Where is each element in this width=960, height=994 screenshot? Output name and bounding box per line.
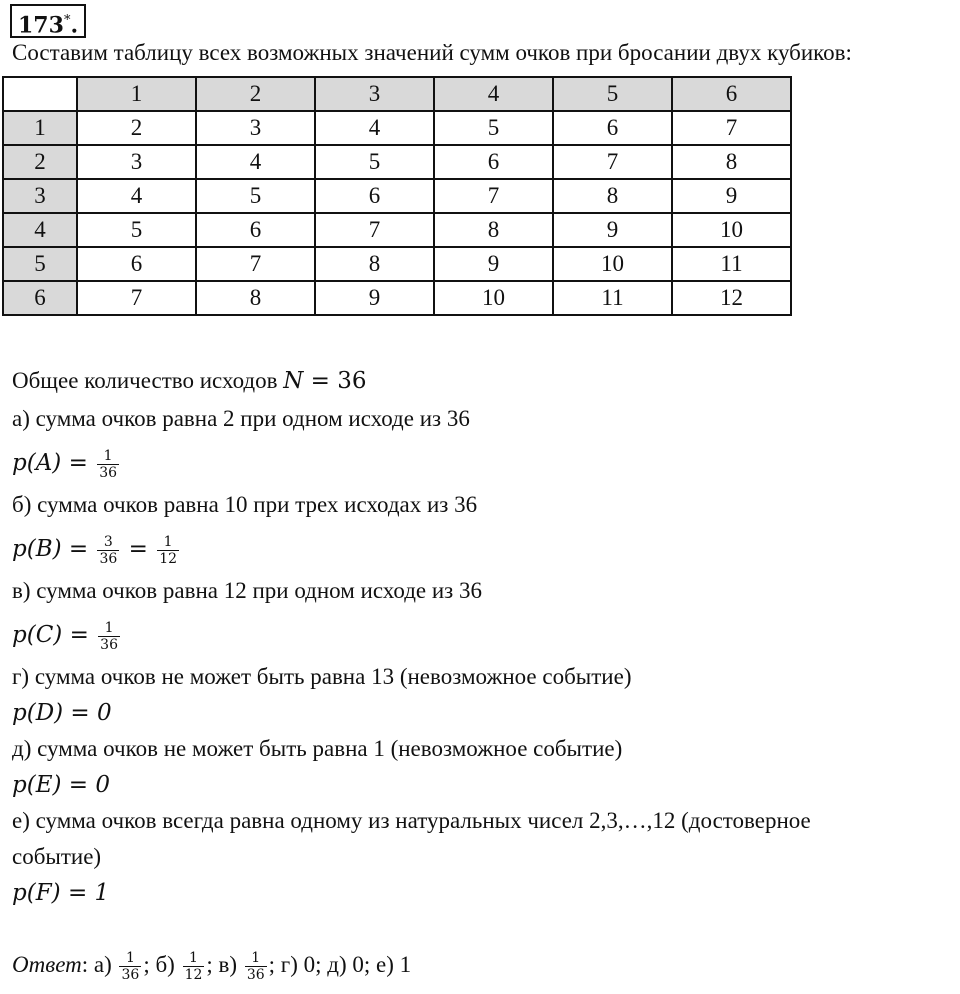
table-cell: 7 bbox=[315, 213, 434, 247]
total-outcomes-text: Общее количество исходов bbox=[12, 368, 284, 393]
part-b-text: б) сумма очков равна 10 при трех исходах из 36 bbox=[12, 492, 478, 517]
total-outcomes-var: N bbox=[283, 368, 304, 394]
table-cell: 5 bbox=[315, 145, 434, 179]
table-row bbox=[3, 247, 791, 281]
table-cell: 4 bbox=[77, 179, 196, 213]
table-cell: 6 bbox=[434, 145, 553, 179]
table-cell: 10 bbox=[434, 281, 553, 315]
table-cell: 7 bbox=[553, 145, 672, 179]
column-header: 3 bbox=[315, 77, 434, 111]
table-cell: 12 bbox=[672, 281, 791, 315]
fraction: $\frac{1}{36}$ bbox=[99, 448, 118, 481]
equals-sign: = bbox=[121, 535, 156, 562]
table-cell: 3 bbox=[77, 145, 196, 179]
table-cell: 10 bbox=[672, 213, 791, 247]
table-cell: 6 bbox=[553, 111, 672, 145]
table-row bbox=[3, 179, 791, 213]
answer-label: Ответ bbox=[12, 951, 82, 977]
table-cell: 4 bbox=[196, 145, 315, 179]
table-cell: 8 bbox=[672, 145, 791, 179]
part-f-text-line2: событие) bbox=[12, 844, 102, 869]
table-cell: 9 bbox=[315, 281, 434, 315]
sums-table bbox=[2, 76, 792, 316]
table-cell: 3 bbox=[196, 111, 315, 145]
table-cell: 2 bbox=[77, 111, 196, 145]
column-header: 1 bbox=[77, 77, 196, 111]
table-cell: 7 bbox=[434, 179, 553, 213]
table-cell: 5 bbox=[434, 111, 553, 145]
fraction: $\frac{1}{12}$ bbox=[184, 950, 203, 983]
column-header: 5 bbox=[553, 77, 672, 111]
table-cell: 9 bbox=[672, 179, 791, 213]
intro-text: Составим таблицу всех возможных значений сумм очков при бросании двух кубиков: bbox=[12, 40, 852, 65]
problem-number: 173*. bbox=[10, 4, 86, 38]
part-c-text: в) сумма очков равна 12 при одном исходе из 36 bbox=[12, 578, 483, 603]
table-cell: 11 bbox=[553, 281, 672, 315]
table-corner-cell bbox=[3, 77, 77, 111]
table-cell: 8 bbox=[196, 281, 315, 315]
part-a-text: а) сумма очков равна 2 при одном исходе из 36 bbox=[12, 406, 470, 431]
fraction: $\frac{1}{36}$ bbox=[246, 950, 265, 983]
column-header: 2 bbox=[196, 77, 315, 111]
table-cell: 10 bbox=[553, 247, 672, 281]
table-cell: 6 bbox=[196, 213, 315, 247]
row-header: 6 bbox=[3, 281, 77, 315]
fraction: $\frac{3}{36}$ bbox=[99, 534, 118, 567]
table-row bbox=[3, 111, 791, 145]
part-b-formula bbox=[12, 534, 181, 567]
row-header: 4 bbox=[3, 213, 77, 247]
answer-line: Ответ: а) $\frac{1}{36}$ ; б) $\frac{1}{12}$ ; в) $\frac{1}{36}$ ; г) 0; д) 0; е) 1 bbox=[12, 950, 412, 983]
fraction: $\frac{1}{36}$ bbox=[100, 620, 118, 653]
part-d-formula: p(D) = 0 bbox=[12, 700, 112, 726]
table-cell: 5 bbox=[196, 179, 315, 213]
table-row bbox=[3, 145, 791, 179]
table-row bbox=[3, 281, 791, 315]
table-cell: 11 bbox=[672, 247, 791, 281]
part-f-text-line1: е) сумма очков всегда равна одному из натуральных чисел 2,3,…,12 (достоверное bbox=[12, 808, 811, 833]
table-cell: 7 bbox=[77, 281, 196, 315]
table-cell: 7 bbox=[672, 111, 791, 145]
part-c-formula bbox=[12, 620, 122, 653]
table-cell: 9 bbox=[434, 247, 553, 281]
part-a-formula bbox=[12, 448, 121, 481]
row-header: 2 bbox=[3, 145, 77, 179]
probability-label: p(B) = bbox=[12, 535, 96, 562]
part-d-text: г) сумма очков не может быть равна 13 (невозможное событие) bbox=[12, 664, 632, 689]
column-header: 4 bbox=[434, 77, 553, 111]
table-header-row bbox=[3, 77, 791, 111]
fraction: $\frac{1}{36}$ bbox=[121, 950, 140, 983]
table-cell: 7 bbox=[196, 247, 315, 281]
table-cell: 6 bbox=[315, 179, 434, 213]
table-cell: 8 bbox=[315, 247, 434, 281]
table-cell: 6 bbox=[77, 247, 196, 281]
table-cell: 4 bbox=[315, 111, 434, 145]
part-e-text: д) сумма очков не может быть равна 1 (невозможное событие) bbox=[12, 736, 623, 761]
probability-label: p(C) = bbox=[12, 621, 97, 648]
column-header: 6 bbox=[672, 77, 791, 111]
row-header: 1 bbox=[3, 111, 77, 145]
part-e-formula: p(E) = 0 bbox=[12, 772, 110, 798]
row-header: 5 bbox=[3, 247, 77, 281]
part-f-formula: p(F) = 1 bbox=[12, 880, 110, 906]
total-outcomes-line bbox=[12, 368, 367, 394]
table-cell: 5 bbox=[77, 213, 196, 247]
table-row bbox=[3, 213, 791, 247]
probability-label: p(A) = bbox=[12, 449, 96, 476]
fraction: $\frac{1}{12}$ bbox=[159, 534, 178, 567]
table-cell: 9 bbox=[553, 213, 672, 247]
total-outcomes-eq: = 36 bbox=[303, 368, 367, 394]
table-cell: 8 bbox=[553, 179, 672, 213]
table-cell: 8 bbox=[434, 213, 553, 247]
row-header: 3 bbox=[3, 179, 77, 213]
